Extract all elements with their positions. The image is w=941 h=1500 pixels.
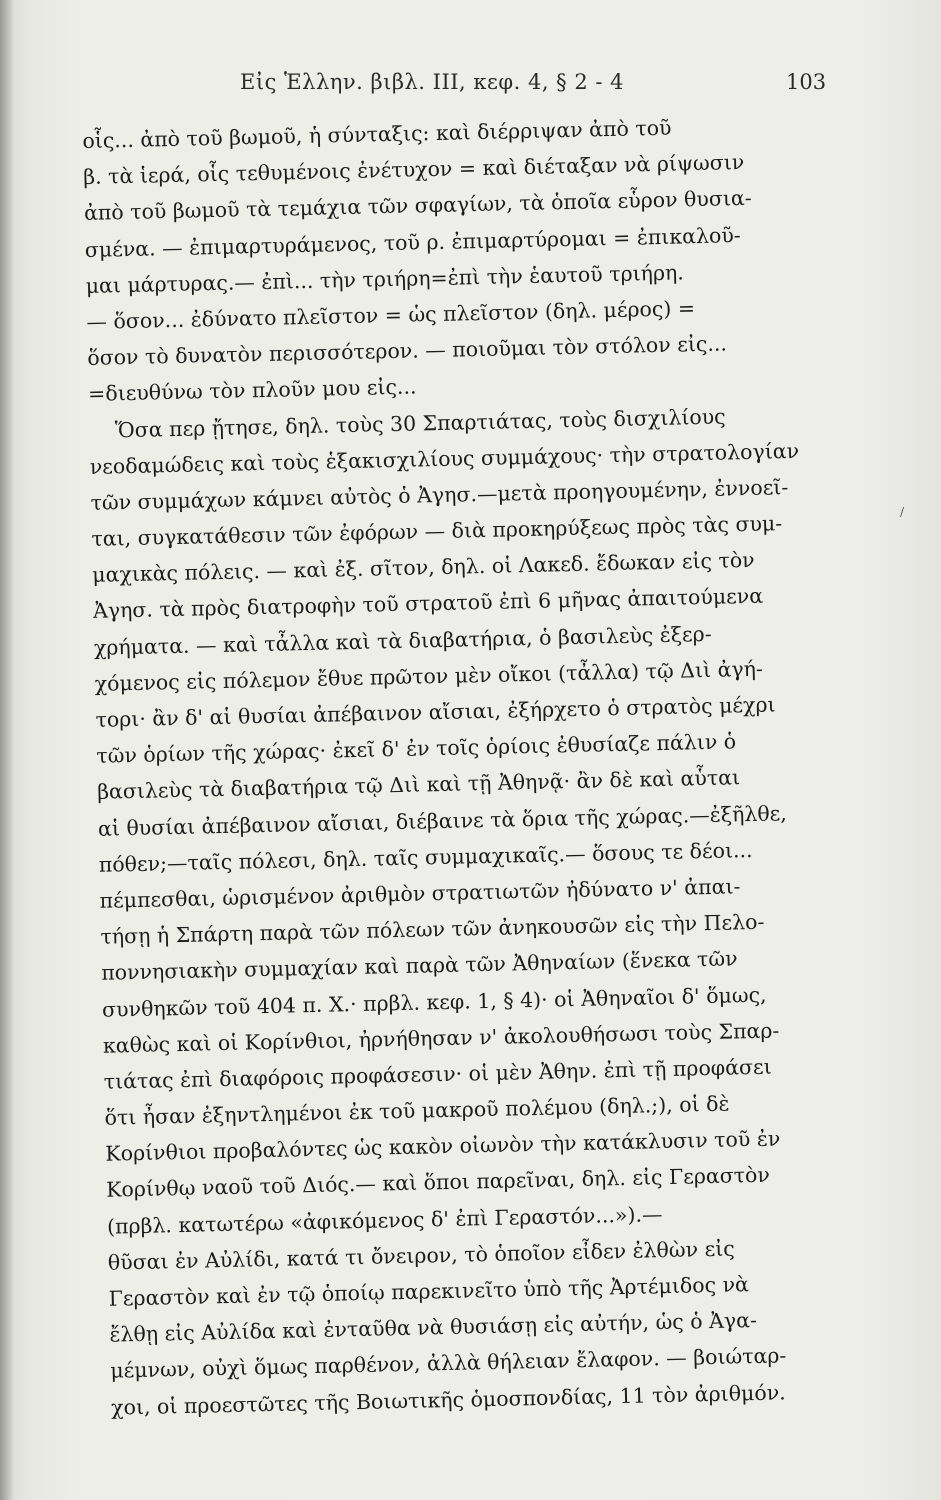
- text-line: ἀπὸ τοῦ βωμοῦ τὰ τεμάχια τῶν σφαγίων, τὰ ὁποῖα εὗρον θυσια-: [83, 186, 752, 226]
- commentary-text: [82, 106, 881, 1426]
- text-line: (πρβλ. κατωτέρω «ἀφικόμενος δ' ἐπὶ Γεραστόν...»).—: [106, 1201, 663, 1239]
- text-line: ἔλθῃ εἰς Αὐλίδα καὶ ἐνταῦθα νὰ θυσιάσῃ εἰς αὐτήν, ὡς ὁ Ἀγα-: [109, 1308, 758, 1347]
- margin-mark: /: [900, 505, 905, 519]
- text-line: βασιλεὺς τὰ διαβατήρια τῷ Διὶ καὶ τῇ Ἀθηνᾷ· ἂν δὲ καὶ αὗται: [96, 765, 741, 805]
- text-line: τήσῃ ἡ Σπάρτη παρὰ τῶν πόλεων τῶν ἀνηκουσῶν εἰς τὴν Πελο-: [100, 909, 765, 949]
- text-line: πέμπεσθαι, ὡρισμένον ἀριθμὸν στρατιωτῶν ἠδύνατο ν' ἀπαι-: [99, 874, 741, 913]
- text-line: =διευθύνω τὸν πλοῦν μου εἰς...: [87, 374, 417, 407]
- text-line: νεοδαμώδεις καὶ τοὺς ἑξακισχιλίους συμμάχους· τὴν στρατολογίαν: [89, 438, 800, 479]
- text-line: — ὅσον... ἐδύνατο πλεῖστον = ὡς πλεῖστον (δηλ. μέρος) =: [86, 296, 696, 334]
- text-line: ποννησιακὴν συμμαχίαν καὶ παρὰ τῶν Ἀθηναίων (ἕνεκα τῶν: [101, 946, 738, 986]
- text-line: χρήματα. — καὶ τἆλλα καὶ τὰ διαβατήρια, ὁ βασιλεὺς ἐξερ-: [93, 621, 712, 660]
- text-line: Κορίνθῳ ναοῦ τοῦ Διός.— καὶ ὅποι παρεῖναι, δηλ. εἰς Γεραστὸν: [105, 1163, 771, 1203]
- page-header: [0, 70, 941, 110]
- text-line: τιάτας ἐπὶ διαφόροις προφάσεσιν· οἱ μὲν Ἀθην. ἐπὶ τῇ προφάσει: [103, 1054, 772, 1094]
- text-line: Κορίνθιοι προβαλόντες ὡς κακὸν οἰωνὸν τὴν κατάκλυσιν τοῦ ἐν: [105, 1126, 781, 1166]
- text-line: χοι, οἱ προεστῶτες τῆς Βοιωτικῆς ὁμοσπονδίας, 11 τὸν ἀριθμόν.: [110, 1379, 786, 1420]
- text-line: χόμενος εἰς πόλεμον ἔθυε πρῶτον μὲν οἴκοι (τἆλλα) τῷ Διὶ ἀγή-: [94, 656, 764, 696]
- page-number: 103: [786, 70, 827, 94]
- text-line: μαχικὰς πόλεις. — καὶ ἐξ. σῖτον, δηλ. οἱ Λακεδ. ἔδωκαν εἰς τὸν: [91, 548, 755, 588]
- running-head: Εἰς Ἑλλην. βιβλ. III, κεφ. 4, § 2 - 4: [240, 70, 625, 94]
- text-line: μέμνων, οὐχὶ ὅμως παρθένον, ἀλλὰ θήλειαν ἔλαφον. — βοιώταρ-: [110, 1343, 787, 1384]
- text-line: σμένα. — ἐπιμαρτυράμενος, τοῦ ρ. ἐπιμαρτύρομαι = ἐπικαλοῦ-: [84, 222, 741, 262]
- text-line: ὅτι ἦσαν ἐξηντλημένοι ἐκ τοῦ μακροῦ πολέμου (δηλ.;), οἱ δὲ: [104, 1091, 730, 1130]
- text-line: ὅσον τὸ δυνατὸν περισσότερον. — ποιοῦμαι τὸν στόλον εἰς...: [87, 331, 728, 371]
- text-line: οἷς... ἀπὸ τοῦ βωμοῦ, ἡ σύνταξις: καὶ διέρριψαν ἀπὸ τοῦ: [82, 115, 672, 153]
- text-line: Γεραστὸν καὶ ἐν τῷ ὁποίῳ παρεκινεῖτο ὑπὸ τῆς Ἀρτέμιδος νὰ: [108, 1272, 750, 1311]
- text-line: πόθεν;—ταῖς πόλεσι, δηλ. ταῖς συμμαχικαῖς.— ὅσους τε δέοι...: [98, 837, 753, 877]
- paragraph-start-line: Ὅσα περ ᾔτησε, δηλ. τοὺς 30 Σπαρτιάτας, τοὺς δισχιλίους: [114, 403, 726, 442]
- text-line: ται, συγκατάθεσιν τῶν ἐφόρων — διὰ προκηρύξεως πρὸς τὰς συμ-: [91, 511, 783, 551]
- text-line: τῶν συμμάχων κάμνει αὐτὸς ὁ Ἀγησ.—μετὰ προηγουμένην, ἐννοεῖ-: [90, 474, 789, 515]
- text-line: τῶν ὁρίων τῆς χώρας· ἐκεῖ δ' ἐν τοῖς ὁρίοις ἐθυσίαζε πάλιν ὁ: [96, 729, 737, 769]
- text-line: τορι· ἂν δ' αἱ θυσίαι ἀπέβαινον αἴσιαι, ἐξήρχετο ὁ στρατὸς μέχρι: [95, 692, 776, 732]
- text-line: μαι μάρτυρας.— ἐπὶ... τὴν τριήρη=ἐπὶ τὴν ἑαυτοῦ τριήρη.: [85, 260, 685, 298]
- text-line: β. τὰ ἱερά, οἷς τεθυμένοις ἐνέτυχον = καὶ διέταξαν νὰ ρίψωσιν: [82, 150, 745, 190]
- text-line: αἱ θυσίαι ἀπέβαινον αἴσιαι, διέβαινε τὰ ὅρια τῆς χώρας.—ἐξῆλθε,: [97, 800, 788, 841]
- text-line: συνθηκῶν τοῦ 404 π. Χ.· πρβλ. κεφ. 1, § 4)· οἱ Ἀθηναῖοι δ' ὅμως,: [101, 982, 767, 1022]
- text-line: καθὼς καὶ οἱ Κορίνθιοι, ἠρνήθησαν ν' ἀκολουθήσωσι τοὺς Σπαρ-: [102, 1018, 780, 1058]
- binding-shadow: [0, 0, 14, 1500]
- text-line: Ἀγησ. τὰ πρὸς διατροφὴν τοῦ στρατοῦ ἐπὶ 6 μῆνας ἀπαιτούμενα: [92, 584, 764, 624]
- text-line: θῦσαι ἐν Αὐλίδι, κατά τι ὄνειρον, τὸ ὁποῖον εἶδεν ἐλθὼν εἰς: [107, 1236, 735, 1275]
